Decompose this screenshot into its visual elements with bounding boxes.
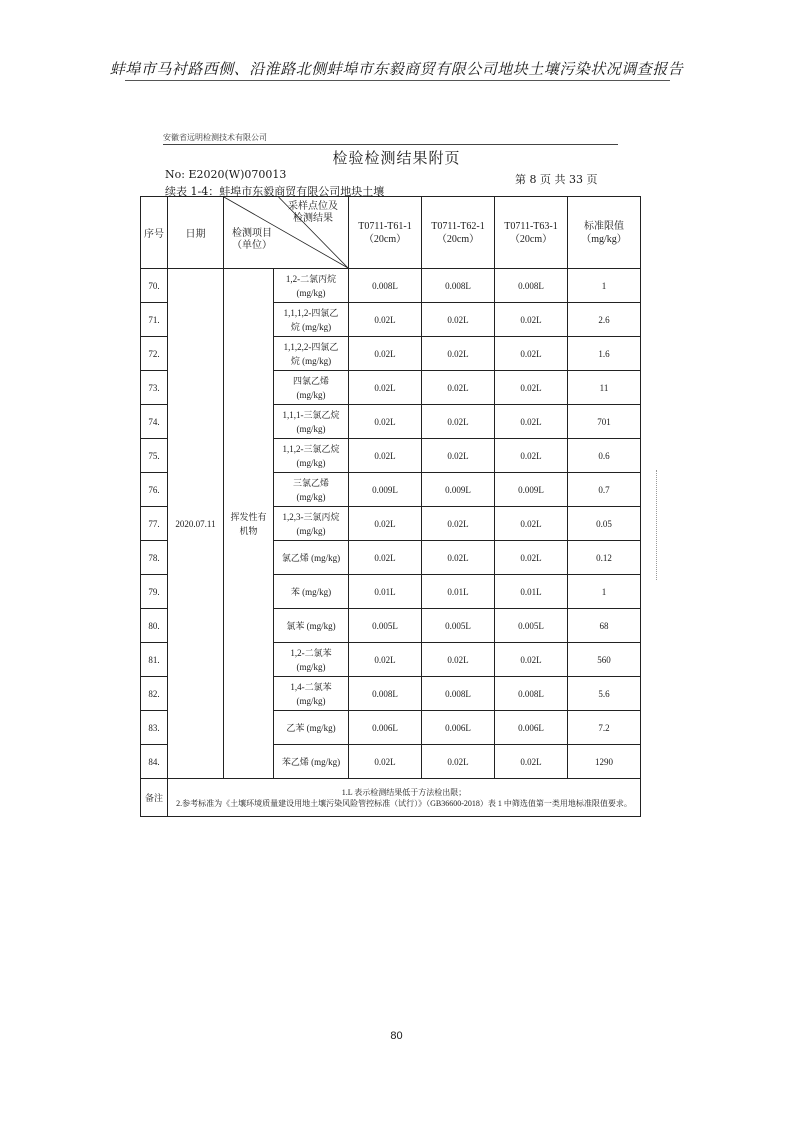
test-item-name: 1,4-二氯苯 xyxy=(290,681,332,692)
test-item-name: 1,2-二氯苯 xyxy=(290,647,332,658)
test-item-name: 1,1,2,2-四氯乙 xyxy=(283,341,339,352)
test-item-name: 1,2,3-三氯丙烷 xyxy=(282,511,340,522)
result-t61: 0.008L xyxy=(349,677,422,711)
result-t62: 0.02L xyxy=(422,405,495,439)
standard-limit: 1 xyxy=(568,575,641,609)
scan-margin-mark xyxy=(656,470,659,580)
result-t61: 0.02L xyxy=(349,303,422,337)
result-t62: 0.005L xyxy=(422,609,495,643)
test-item-name: 1,1,2-三氯乙烷 xyxy=(282,443,340,454)
standard-limit: 0.05 xyxy=(568,507,641,541)
header-sample-t61-depth: （20cm） xyxy=(363,233,407,245)
test-item-unit: (mg/kg) xyxy=(296,695,326,706)
standard-limit: 0.6 xyxy=(568,439,641,473)
result-t61: 0.01L xyxy=(349,575,422,609)
row-number: 71. xyxy=(141,303,168,337)
test-item xyxy=(274,405,349,439)
company-rule xyxy=(163,144,618,145)
result-t61: 0.02L xyxy=(349,745,422,779)
header-date: 日期 xyxy=(168,197,224,269)
test-item-name: 1,1,1-三氯乙烷 xyxy=(282,409,340,420)
result-t61: 0.02L xyxy=(349,371,422,405)
result-t61: 0.008L xyxy=(349,269,422,303)
test-category: 挥发性有机物 xyxy=(224,269,274,779)
result-t62: 0.01L xyxy=(422,575,495,609)
result-t62: 0.02L xyxy=(422,371,495,405)
row-number: 83. xyxy=(141,711,168,745)
header-rule xyxy=(125,80,670,81)
result-t63: 0.02L xyxy=(495,643,568,677)
test-item xyxy=(274,473,349,507)
test-item xyxy=(274,541,349,575)
header-sample-t62-id: T0711-T62-1 xyxy=(431,220,485,232)
notes-label: 备注 xyxy=(141,779,168,817)
test-item-unit: (mg/kg) xyxy=(296,423,326,434)
row-number: 73. xyxy=(141,371,168,405)
test-item-unit: (mg/kg) xyxy=(296,491,326,502)
test-item xyxy=(274,677,349,711)
test-item-name: 乙苯 (mg/kg) xyxy=(286,722,336,733)
result-t62: 0.009L xyxy=(422,473,495,507)
result-t63: 0.02L xyxy=(495,507,568,541)
header-sample-t62-depth: （20cm） xyxy=(436,233,480,245)
test-item-unit: (mg/kg) xyxy=(296,661,326,672)
test-item xyxy=(274,371,349,405)
row-number: 72. xyxy=(141,337,168,371)
test-item-name: 苯乙烯 (mg/kg) xyxy=(281,756,341,767)
report-header-title: 蚌埠市马衬路西侧、沿淮路北侧蚌埠市东毅商贸有限公司地块土壤污染状况调查报告 xyxy=(109,60,684,78)
test-item xyxy=(274,711,349,745)
page-title: 检验检测结果附页 xyxy=(332,149,461,167)
result-t63: 0.02L xyxy=(495,541,568,575)
result-t63: 0.02L xyxy=(495,405,568,439)
result-t63: 0.008L xyxy=(495,677,568,711)
test-item-name: 1,1,1,2-四氯乙 xyxy=(283,307,339,318)
header-sampling-line-2: 检测结果 xyxy=(293,213,333,224)
test-item-unit: (mg/kg) xyxy=(296,389,326,400)
test-item-unit: (mg/kg) xyxy=(296,457,326,468)
row-number: 70. xyxy=(141,269,168,303)
header-sample-t61-id: T0711-T61-1 xyxy=(358,220,412,232)
result-t61: 0.005L xyxy=(349,609,422,643)
result-t61: 0.02L xyxy=(349,507,422,541)
result-t62: 0.02L xyxy=(422,303,495,337)
row-number: 84. xyxy=(141,745,168,779)
result-t62: 0.02L xyxy=(422,541,495,575)
test-item-name: 氯乙烯 (mg/kg) xyxy=(281,552,341,563)
result-t63: 0.005L xyxy=(495,609,568,643)
row-number: 79. xyxy=(141,575,168,609)
standard-limit: 560 xyxy=(568,643,641,677)
test-item xyxy=(274,439,349,473)
standard-limit: 7.2 xyxy=(568,711,641,745)
result-t61: 0.009L xyxy=(349,473,422,507)
test-item-unit: 烷 (mg/kg) xyxy=(290,355,332,366)
test-item xyxy=(274,507,349,541)
test-item xyxy=(274,609,349,643)
table-subtitle: 续表 1-4：蚌埠市东毅商贸有限公司地块土壤 xyxy=(165,185,385,198)
header-test-item-line-1: 检测项目 xyxy=(232,228,272,239)
test-item-name: 四氯乙烯 xyxy=(292,375,329,386)
result-t63: 0.02L xyxy=(495,439,568,473)
result-t62: 0.02L xyxy=(422,507,495,541)
report-number: No: E2020(W)070013 xyxy=(165,168,287,181)
test-item-name: 氯苯 (mg/kg) xyxy=(286,620,336,631)
result-t63: 0.02L xyxy=(495,371,568,405)
row-number: 77. xyxy=(141,507,168,541)
result-t62: 0.008L xyxy=(422,677,495,711)
header-diagonal-cell xyxy=(224,197,349,269)
result-t63: 0.01L xyxy=(495,575,568,609)
page-number: 80 xyxy=(390,1030,403,1042)
note-2: 2.参考标准为《土壤环境质量建设用地土壤污染风险管控标准（试行）》（GB36600-2018）表 1 中筛选值第一类用地标准限值要求。 xyxy=(176,798,632,808)
result-t63: 0.02L xyxy=(495,303,568,337)
results-sheet xyxy=(140,196,640,813)
table-row xyxy=(141,269,641,303)
header-seq: 序号 xyxy=(141,197,168,269)
result-t61: 0.02L xyxy=(349,405,422,439)
row-number: 81. xyxy=(141,643,168,677)
company-name: 安徽省远明检测技术有限公司 xyxy=(163,133,267,142)
standard-limit: 1290 xyxy=(568,745,641,779)
row-number: 80. xyxy=(141,609,168,643)
header-sampling-line-1: 采样点位及 xyxy=(288,201,338,212)
row-number: 74. xyxy=(141,405,168,439)
test-item xyxy=(274,269,349,303)
test-item xyxy=(274,575,349,609)
header-sample-t63-id: T0711-T63-1 xyxy=(504,220,558,232)
header-sample-t63 xyxy=(495,197,568,269)
result-t61: 0.02L xyxy=(349,541,422,575)
test-item-name: 苯 (mg/kg) xyxy=(290,586,332,597)
result-t62: 0.02L xyxy=(422,439,495,473)
test-item xyxy=(274,337,349,371)
standard-limit: 0.12 xyxy=(568,541,641,575)
result-t63: 0.009L xyxy=(495,473,568,507)
header-standard-limit xyxy=(568,197,641,269)
header-sample-t62 xyxy=(422,197,495,269)
result-t62: 0.02L xyxy=(422,337,495,371)
row-number: 82. xyxy=(141,677,168,711)
test-item-unit: (mg/kg) xyxy=(296,525,326,536)
standard-limit: 5.6 xyxy=(568,677,641,711)
table-header-row xyxy=(141,197,641,269)
result-t62: 0.006L xyxy=(422,711,495,745)
standard-limit: 1 xyxy=(568,269,641,303)
sampling-date: 2020.07.11 xyxy=(168,269,224,779)
header-standard-limit-unit: （mg/kg） xyxy=(581,233,627,245)
header-sampling-point xyxy=(288,201,338,225)
standard-limit: 701 xyxy=(568,405,641,439)
test-item xyxy=(274,745,349,779)
result-t63: 0.006L xyxy=(495,711,568,745)
page-info: 第 8 页 共 33 页 xyxy=(515,173,598,186)
header-standard-limit-label: 标准限值 xyxy=(584,220,624,232)
notes-content xyxy=(168,779,641,817)
test-item-name: 1,2-二氯丙烷 xyxy=(285,273,337,284)
test-item-name: 三氯乙烯 xyxy=(292,477,329,488)
result-t62: 0.008L xyxy=(422,269,495,303)
standard-limit: 1.6 xyxy=(568,337,641,371)
note-1: 1.L 表示检测结果低于方法检出限； xyxy=(341,787,467,797)
standard-limit: 68 xyxy=(568,609,641,643)
standard-limit: 2.6 xyxy=(568,303,641,337)
header-test-item xyxy=(232,228,272,252)
header-sample-t61 xyxy=(349,197,422,269)
header-sample-t63-depth: （20cm） xyxy=(509,233,553,245)
row-number: 75. xyxy=(141,439,168,473)
row-number: 78. xyxy=(141,541,168,575)
notes-row xyxy=(141,779,641,817)
test-item xyxy=(274,303,349,337)
test-item-unit: 烷 (mg/kg) xyxy=(290,321,332,332)
result-t61: 0.02L xyxy=(349,439,422,473)
results-table xyxy=(140,196,641,817)
result-t61: 0.02L xyxy=(349,337,422,371)
result-t63: 0.02L xyxy=(495,337,568,371)
test-item xyxy=(274,643,349,677)
result-t63: 0.008L xyxy=(495,269,568,303)
result-t62: 0.02L xyxy=(422,643,495,677)
result-t63: 0.02L xyxy=(495,745,568,779)
standard-limit: 0.7 xyxy=(568,473,641,507)
result-t62: 0.02L xyxy=(422,745,495,779)
standard-limit: 11 xyxy=(568,371,641,405)
row-number: 76. xyxy=(141,473,168,507)
result-t61: 0.006L xyxy=(349,711,422,745)
test-item-unit: (mg/kg) xyxy=(296,287,326,298)
result-t61: 0.02L xyxy=(349,643,422,677)
header-test-item-line-2: （单位） xyxy=(232,240,272,251)
